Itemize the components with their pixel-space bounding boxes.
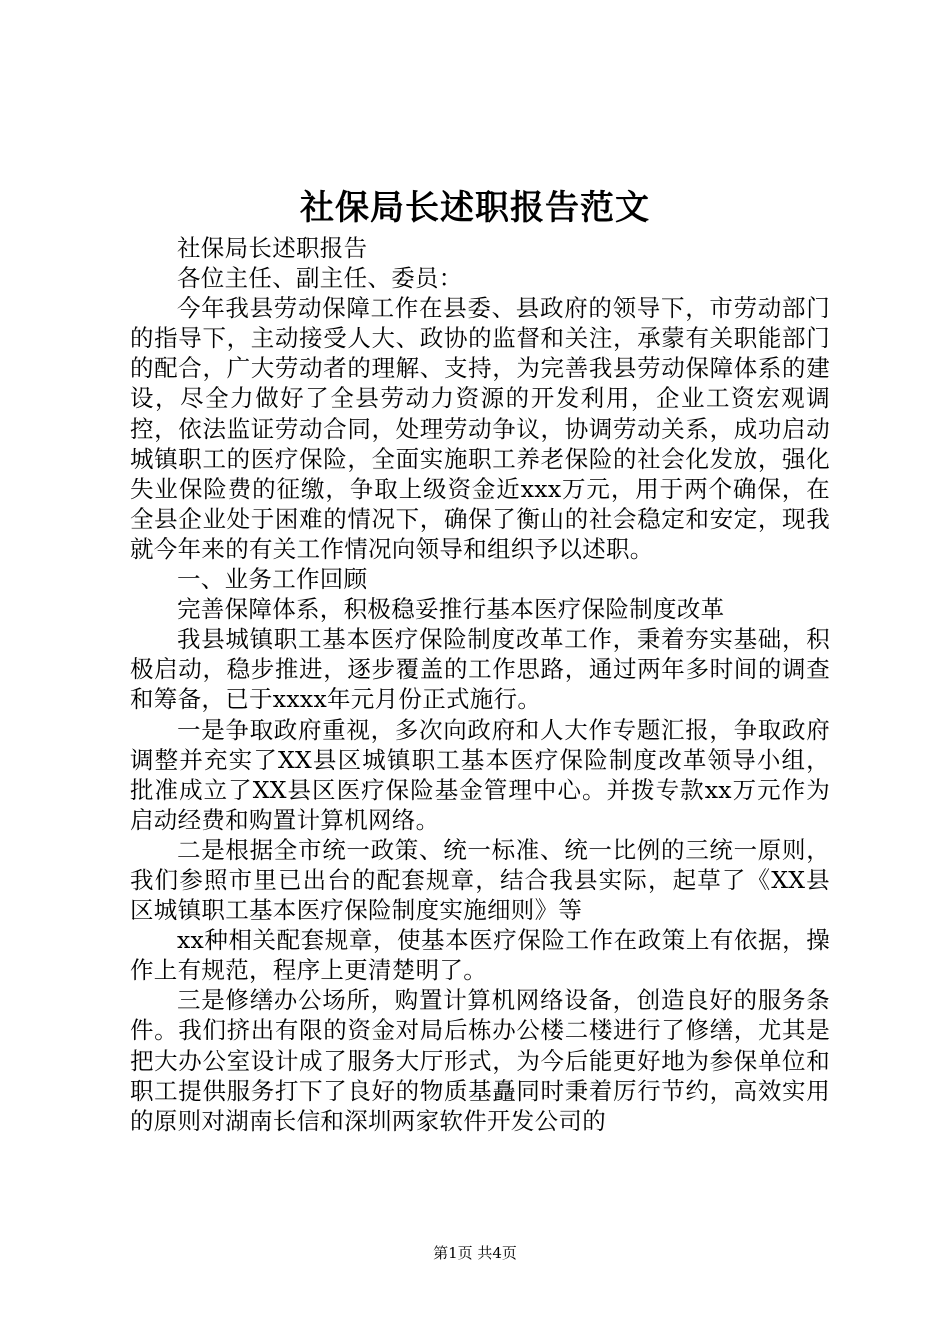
paragraph-point-three: 三是修缮办公场所，购置计算机网络设备，创造良好的服务条件。我们挤出有限的资金对局后栋办公楼二楼进行了修缮，尤其是把大办公室设计成了服务大厅形式，为今后能更好地为参保单位和职工提供服务打下了良好的物质基矗同时秉着厉行节约，高效实用的原则对湖南长信和深圳两家软件开发公司的: [130, 986, 830, 1135]
paragraph-heading: 社保局长述职报告: [177, 234, 368, 262]
document-body: [130, 233, 830, 1136]
paragraph-section-heading: 一、业务工作回顾: [177, 565, 368, 594]
paragraph-point-two: 二是根据全市统一政策、统一标准、统一比例的三统一原则，我们参照市里已出台的配套规章，结合我县实际，起草了《XX县区城镇职工基本医疗保险制度实施细则》等: [130, 835, 830, 925]
paragraph-intro: 今年我县劳动保障工作在县委、县政府的领导下，市劳动部门的指导下，主动接受人大、政协的监督和关注，承蒙有关职能部门的配合，广大劳动者的理解、支持，为完善我县劳动保障体系的建设，尽全力做好了全县劳动力资源的开发利用，企业工资宏观调控，依法监证劳动合同，处理劳动争议，协调劳动关系，成功启动城镇职工的医疗保险，全面实施职工养老保险的社会化发放，强化失业保险费的征缴，争取上级资金近xxx万元，用于两个确保，在全县企业处于困难的情况下，确保了衡山的社会稳定和安定，现我就今年来的有关工作情况向领导和组织予以述职。: [130, 294, 830, 563]
paragraph-salutation: 各位主任、副主任、委员：: [177, 264, 463, 293]
paragraph-point-two-continued: xx种相关配套规章，使基本医疗保险工作在政策上有依据，操作上有规范，程序上更清楚明了。: [130, 926, 830, 985]
paragraph-point-one: 一是争取政府重视，多次向政府和人大作专题汇报，争取政府调整并充实了XX县区城镇职工基本医疗保险制度改革领导小组，批准成立了XX县区医疗保险基金管理中心。并拨专款xx万元作为启动经费和购置计算机网络。: [130, 715, 830, 834]
paragraph-subheading: 完善保障体系，积极稳妥推行基本医疗保险制度改革: [177, 595, 725, 624]
paragraph-reform: 我县城镇职工基本医疗保险制度改革工作，秉着夯实基础，积极启动，稳步推进，逐步覆盖的工作思路，通过两年多时间的调查和筹备，已于xxxx年元月份正式施行。: [130, 625, 830, 714]
document-title: 社保局长述职报告范文: [300, 188, 650, 228]
page-footer: 第1页 共4页: [433, 1244, 517, 1262]
